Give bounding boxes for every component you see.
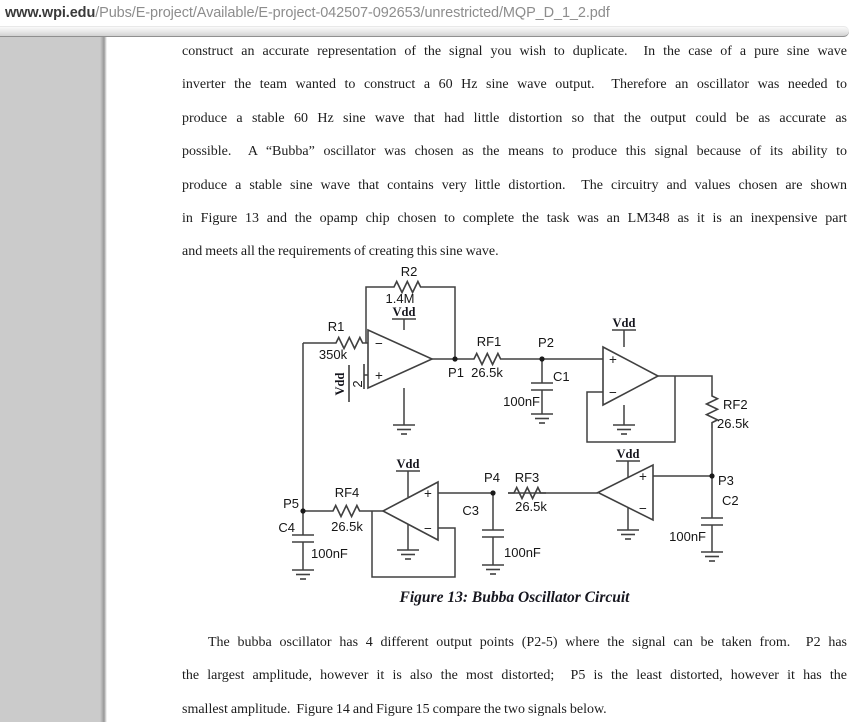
label-r2-value: 1.4M [385,291,415,306]
label-c2-value: 100nF [669,529,706,544]
paragraph-line: produce a stable sine wave that contains very little distortion. The circuitry and values chosen are shown [182,177,847,193]
label-c1: C1 [553,369,570,384]
paragraph-line: the largest amplitude, however it is also the most distorted; P5 is the least distorted, however it has the [182,668,847,684]
vdd-label: Vdd [396,457,420,471]
paragraph-line: possible. A “Bubba” oscillator was chosen as the means to produce this signal because of its ability to [182,144,847,160]
vdd-label: Vdd [392,305,416,319]
paragraph-2 [182,626,847,722]
label-p3: P3 [718,473,734,488]
label-r1-value: 350k [318,347,348,362]
label-c4-value: 100nF [311,546,348,561]
label-p4: P4 [484,470,500,485]
figure-caption: Figure 13: Bubba Oscillator Circuit [399,589,630,606]
label-p2: P2 [538,335,554,350]
opamp3-minus-input: − [639,501,647,516]
label-rf2: RF2 [723,397,748,412]
label-rf1: RF1 [476,334,502,349]
label-r2: R2 [400,264,418,279]
node-p4 [490,490,495,495]
vdd-half-denominator: 2 [350,380,365,388]
node-p3 [709,473,714,478]
opamp1-minus-input: − [375,336,383,351]
opamp4-plus-input: + [424,486,432,501]
label-p1: P1 [448,365,464,380]
vdd-half-numerator: Vdd [333,372,347,396]
node-p1 [452,356,457,361]
vdd-label: Vdd [612,316,636,330]
paragraph-line: in Figure 13 and the opamp chip chosen to complete the task was an LM348 as it is an inexpensive part [182,210,847,226]
url-domain: www.wpi.edu [5,5,96,21]
label-rf3-value: 26.5k [515,499,547,514]
vdd-half-source [333,364,365,402]
paragraph-line: produce a stable 60 Hz sine wave that had little distortion so that the output could be as accurate as [182,110,847,126]
opamp2-plus-input: + [609,352,617,367]
paragraph-line: and meets all the requirements of creating this sine wave. [182,244,499,260]
vdd-rail-opamp2 [612,316,636,347]
url-path: /Pubs/E-project/Available/E-project-042507-092653/unrestricted/MQP_D_1_2.pdf [95,5,610,21]
paragraph-1 [182,35,847,269]
node-p2 [539,356,544,361]
label-rf3: RF3 [514,470,540,485]
label-c4: C4 [278,520,295,535]
paragraph-line: construct an accurate representation of the signal you wish to duplicate. In the case of a pure sine wave [182,44,847,59]
label-rf4: RF4 [334,485,360,500]
opamp1-plus-input: + [375,368,383,383]
node-p5 [300,508,305,513]
paragraph-line: The bubba oscillator has 4 different output points (P2-5) where the signal can be taken from. P2 has [208,635,847,650]
address-bar[interactable] [0,0,852,26]
label-rf1-value: 26.5k [471,365,503,380]
vdd-rail-opamp4 [396,457,420,497]
label-c2: C2 [722,493,739,508]
label-rf2-value: 26.5k [717,416,749,431]
label-r1: R1 [327,319,345,334]
bubba-oscillator-schematic [270,255,770,595]
pdf-side-margin[interactable] [0,37,107,722]
vdd-label: Vdd [616,447,640,461]
paragraph-line: smallest amplitude. Figure 14 and Figure 15 compare the two signals below. [182,701,607,717]
label-p5: P5 [283,496,299,511]
opamp4-minus-input: − [424,521,432,536]
label-c3: C3 [462,503,479,518]
label-c3-value: 100nF [504,545,541,560]
opamp2-minus-input: − [609,385,617,400]
paragraph-line: inverter the team wanted to construct a 60 Hz sine wave output. Therefore an oscillator was needed to [182,77,847,93]
label-rf4-value: 26.5k [331,519,363,534]
label-c1-value: 100nF [503,394,540,409]
vdd-rail-opamp1 [392,305,416,330]
opamp3-plus-input: + [639,469,647,484]
